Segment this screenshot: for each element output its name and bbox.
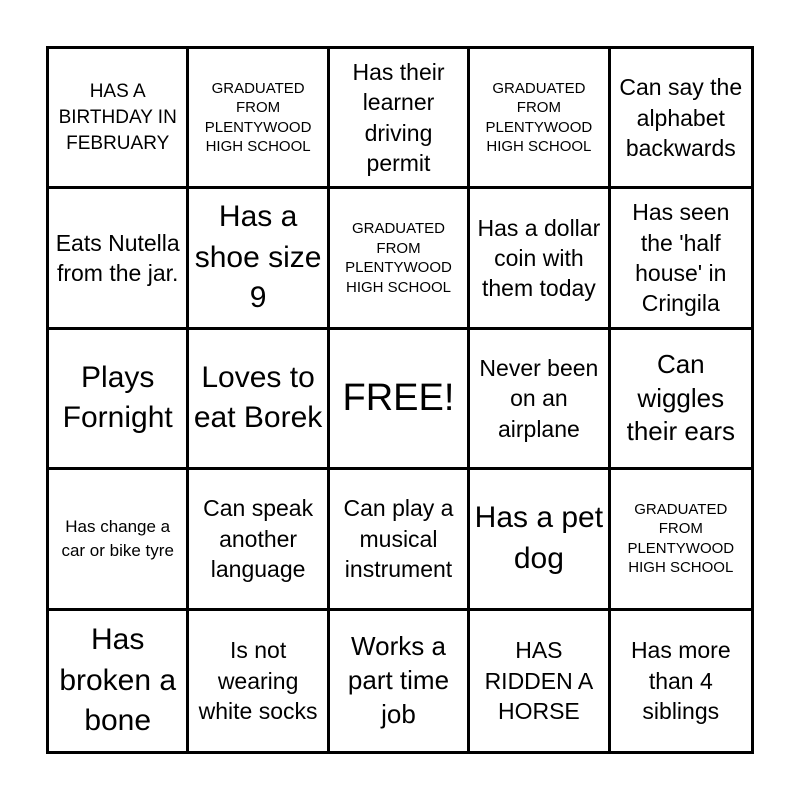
cell-text: GRADUATED FROM PLENTYWOOD HIGH SCHOOL — [204, 79, 312, 156]
bingo-cell[interactable] — [611, 330, 751, 470]
bingo-cell[interactable] — [189, 49, 329, 189]
bingo-cell[interactable] — [470, 611, 610, 751]
bingo-cell[interactable] — [470, 470, 610, 610]
free-space-text: FREE! — [342, 377, 455, 420]
bingo-cell[interactable] — [189, 470, 329, 610]
cell-text: Can say the alphabet backwards — [619, 74, 743, 161]
cell-text: GRADUATED FROM PLENTYWOOD HIGH SCHOOL — [345, 220, 452, 296]
cell-text: Has broken a bone — [59, 623, 177, 738]
free-space-cell[interactable] — [330, 330, 470, 470]
cell-text: Has seen the 'half house' in Cringila — [632, 199, 730, 317]
cell-text: Is not wearing white socks — [198, 637, 318, 724]
cell-text: GRADUATED FROM PLENTYWOOD HIGH SCHOOL — [485, 79, 593, 156]
bingo-cell[interactable] — [611, 470, 751, 610]
cell-text: Has a shoe size 9 — [194, 200, 322, 315]
bingo-cell[interactable] — [470, 330, 610, 470]
bingo-cell[interactable] — [470, 49, 610, 189]
cell-text: Eats Nutella from the jar. — [55, 229, 180, 287]
bingo-cell[interactable] — [189, 189, 329, 329]
cell-text: Loves to eat Borek — [193, 360, 323, 435]
bingo-cell[interactable] — [330, 611, 470, 751]
bingo-card — [46, 46, 754, 754]
bingo-cell[interactable] — [189, 611, 329, 751]
cell-text: Has their learner driving permit — [352, 58, 445, 177]
cell-text: Has change a car or bike tyre — [61, 517, 174, 560]
cell-text: Works a part time job — [347, 631, 450, 729]
bingo-cell[interactable] — [611, 189, 751, 329]
cell-text: Has a dollar coin with them today — [477, 214, 601, 302]
cell-text: Has more than 4 siblings — [630, 637, 731, 724]
bingo-cell[interactable] — [330, 189, 470, 329]
cell-text: Can speak another language — [203, 495, 314, 583]
cell-text: Has a pet dog — [474, 501, 604, 575]
bingo-grid — [49, 49, 751, 751]
cell-text: Plays Fornight — [62, 360, 173, 435]
bingo-cell[interactable] — [611, 49, 751, 189]
bingo-cell[interactable] — [49, 470, 189, 610]
cell-text: Never been on an airplane — [479, 354, 599, 442]
bingo-cell[interactable] — [49, 189, 189, 329]
bingo-cell[interactable] — [330, 49, 470, 189]
bingo-cell[interactable] — [330, 470, 470, 610]
cell-text: Can wiggles their ears — [626, 348, 735, 447]
bingo-cell[interactable] — [49, 330, 189, 470]
cell-text: Can play a musical instrument — [343, 495, 454, 583]
bingo-cell[interactable] — [189, 330, 329, 470]
cell-text: HAS RIDDEN A HORSE — [484, 637, 594, 724]
bingo-cell[interactable] — [611, 611, 751, 751]
bingo-cell[interactable] — [49, 611, 189, 751]
bingo-cell[interactable] — [49, 49, 189, 189]
cell-text: GRADUATED FROM PLENTYWOOD HIGH SCHOOL — [627, 500, 735, 577]
bingo-cell[interactable] — [470, 189, 610, 329]
cell-text: HAS A BIRTHDAY IN FEBRUARY — [58, 81, 177, 154]
